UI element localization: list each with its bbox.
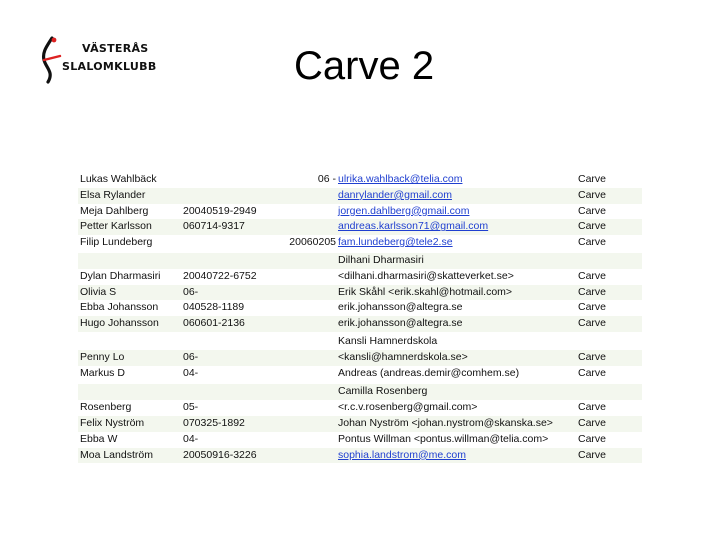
contact-cell [338,432,548,448]
logo-text-line-2: SLALOMKLUBB [62,60,157,73]
table-row [78,219,642,235]
personal-number: 05- [183,401,199,414]
contact-cell [338,253,424,269]
member-name: Ebba Johansson [80,301,159,314]
member-name: Petter Karlsson [80,220,152,233]
table-row [78,269,642,285]
email-link[interactable]: jorgen.dahlberg@gmail.com [338,204,470,217]
contact-text: Kansli Hamnerdskola [338,334,438,347]
group-label: Carve [578,188,607,201]
contact-cell [338,269,514,285]
group-label: Carve [578,416,607,429]
contact-cell [289,235,453,251]
table-row [78,400,642,416]
table-row [78,366,642,382]
personal-number: 04- [183,366,199,379]
group-label: Carve [578,285,607,298]
table-row [78,448,642,464]
contact-text: <r.c.v.rosenberg@gmail.com> [338,401,478,414]
contact-cell [317,172,463,188]
member-name: Filip Lundeberg [80,236,153,249]
contact-cell [338,400,477,416]
group-label: Carve [578,236,607,249]
personal-number: 060601-2136 [183,317,245,330]
group-label: Carve [578,401,607,414]
member-name: Moa Landström [80,448,153,461]
email-link[interactable]: fam.lundeberg@tele2.se [338,236,453,249]
member-name: Lukas Wahlbäck [80,173,157,185]
contact-cell [338,416,553,432]
table-row [78,384,642,400]
member-name: Penny Lo [80,350,125,363]
table-row [78,253,642,269]
member-name: Felix Nyström [80,416,145,429]
member-name: Olivia S [80,285,117,298]
table-row [78,235,642,251]
personal-number: 040528-1189 [183,301,245,314]
table-row [78,432,642,448]
page-title: Carve 2 [294,44,435,88]
group-label: Carve [578,220,607,233]
table-row [78,416,642,432]
contact-text: Camilla Rosenberg [338,385,428,398]
personal-number: 04- [183,432,199,445]
contact-cell [338,188,452,204]
personal-number: 20050916-3226 [183,448,257,461]
contact-cell [338,350,468,366]
contact-text: Johan Nyström <johan.nystrom@skanska.se> [338,416,553,429]
table-row [78,172,642,188]
group-label: Carve [578,366,607,379]
personal-number: 06- [183,350,199,363]
contact-cell [338,219,488,235]
contact-text: Pontus Willman <pontus.willman@telia.com> [338,432,549,445]
club-logo [38,36,168,84]
group-label: Carve [578,173,607,185]
table-row [78,350,642,366]
contact-cell [338,448,466,464]
table-row [78,300,642,316]
group-label: Carve [578,432,607,445]
email-link[interactable]: ulrika.wahlback@telia.com [338,173,463,185]
group-label: Carve [578,350,607,363]
contact-text: Dilhani Dharmasiri [338,253,424,266]
member-name: Markus D [80,366,125,379]
personal-number: 20040722-6752 [183,269,257,282]
contact-text: erik.johansson@altegra.se [338,301,463,314]
contact-text: <dilhani.dharmasiri@skatteverket.se> [338,269,514,282]
email-link[interactable]: andreas.karlsson71@gmail.com [338,220,489,233]
member-name: Rosenberg [80,401,132,414]
group-label: Carve [578,317,607,330]
group-label: Carve [578,448,607,461]
contact-cell [338,300,462,316]
contact-text: erik.johansson@altegra.se [338,317,463,330]
group-label: Carve [578,269,607,282]
member-name: Meja Dahlberg [80,204,149,217]
personal-number: 070325-1892 [183,416,245,429]
group-label: Carve [578,204,607,217]
email-link[interactable]: danrylander@gmail.com [338,188,452,201]
table-row [78,188,642,204]
member-name: Ebba W [80,432,118,445]
member-name: Elsa Rylander [80,188,146,201]
personal-number: 06- [183,285,199,298]
contact-cell [338,384,427,400]
personal-number: 060714-9317 [183,220,245,233]
group-label: Carve [578,301,607,314]
roster-table [78,172,642,463]
personal-number: 20040519-2949 [183,204,257,217]
contact-cell [338,316,462,332]
member-name: Dylan Dharmasiri [80,269,161,282]
email-link[interactable]: sophia.landstrom@me.com [338,448,466,461]
table-row [78,204,642,220]
contact-text: Andreas (andreas.demir@comhem.se) [338,366,520,379]
contact-cell [338,366,519,382]
contact-text: Erik Skåhl <erik.skahl@hotmail.com> [338,285,513,298]
table-row [78,316,642,332]
member-name: Hugo Johansson [80,317,159,330]
contact-cell [338,334,437,350]
prefix-text: 06 - [317,173,336,185]
table-row [78,334,642,350]
contact-cell [338,204,469,220]
contact-cell [338,285,512,301]
table-row [78,285,642,301]
logo-text-line-1: VÄSTERÅS [82,42,149,55]
prefix-text: 20060205 [289,236,336,249]
contact-text: <kansli@hamnerdskola.se> [338,350,468,363]
